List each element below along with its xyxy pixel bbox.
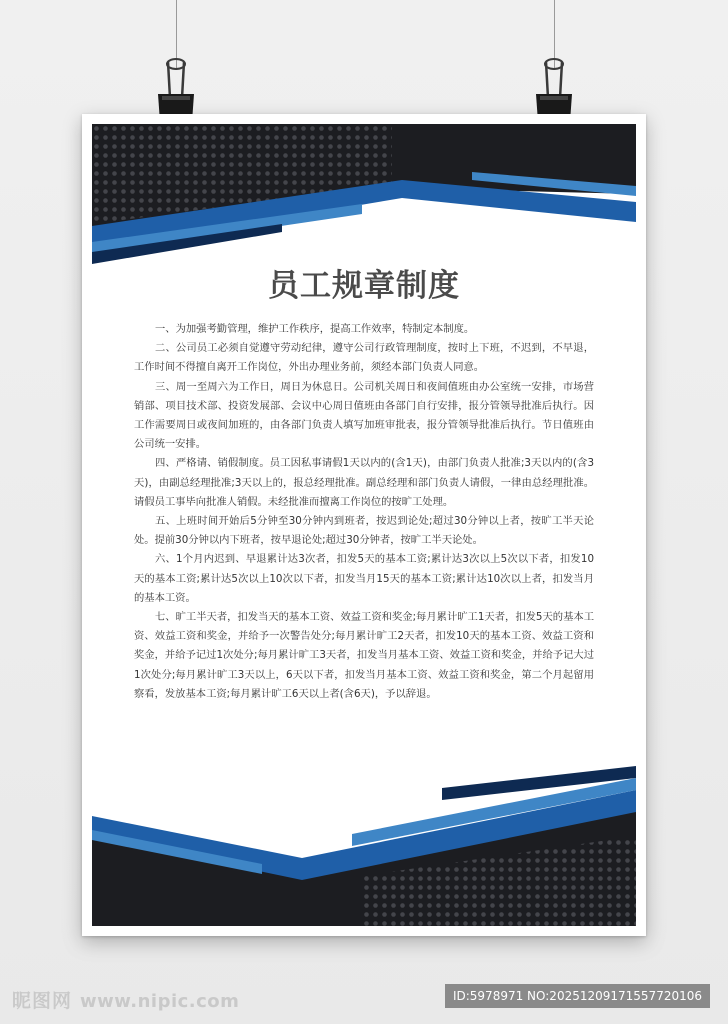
regulation-paragraph-2: 二、公司员工必须自觉遵守劳动纪律，遵守公司行政管理制度，按时上下班，不迟到，不早退，工作时间不得擅自离开工作岗位，外出办理业务前，须经本部门负责人同意。 (134, 342, 594, 374)
watermark-id-badge: ID:5978971 NO:20251209171557720106 (445, 984, 710, 1008)
watermark-brand (12, 986, 239, 1013)
poster-footer-decoration (92, 766, 636, 926)
regulation-paragraph-7: 七、旷工半天者，扣发当天的基本工资、效益工资和奖金;每月累计旷工1天者，扣发5天的基本工资、效益工资和奖金，并给予一次警告处分;每月累计旷工2天者，扣发10天的基本工资、效益工资和奖金，并给予记过1次处分;每月累计旷工3天者，扣发当月基本工资、效益工资和奖金，并给予记大过1次处分;每月累计旷工3天以上，6天以下者，扣发当月基本工资、效益工资和奖金，第二个月起留用察看，发放基本工资;每月累计旷工6天以上者(含6天)，予以辞退。 (134, 611, 594, 700)
regulation-paragraph-6: 六、1个月内迟到、早退累计达3次者，扣发5天的基本工资;累计达3次以上5次以下者，扣发10天的基本工资;累计达5次以上10次以下者，扣发当月15天的基本工资;累计达10次以上者，扣发当月的基本工资。 (134, 553, 594, 604)
regulation-paragraph-1: 一、为加强考勤管理，维护工作秩序，提高工作效率，特制定本制度。 (155, 323, 475, 335)
regulation-paragraph-3: 三、周一至周六为工作日，周日为休息日。公司机关周日和夜间值班由办公室统一安排，市场营销部、项目技术部、投资发展部、会议中心周日值班由各部门自行安排，报分管领导批准后执行。因工作需要周日或夜间加班的，由各部门负责人填写加班审批表，报分管领导批准后执行。节日值班由公司统一安排。 (134, 380, 594, 451)
regulation-paragraph-4: 四、严格请、销假制度。员工因私事请假1天以内的(含1天)，由部门负责人批准;3天以内的(含3天)，由副总经理批准;3天以上的，报总经理批准。副总经理和部门负责人请假，一律由总经理批准。请假员工事毕向批准人销假。未经批准而擅离工作岗位的按旷工处理。 (134, 457, 594, 508)
regulations-body (134, 320, 594, 704)
watermark-url: www.nipic.com (80, 991, 240, 1012)
binder-clip-right-icon (534, 58, 574, 122)
binder-clip-left-icon (156, 58, 196, 122)
poster-content (92, 124, 636, 926)
poster (82, 114, 646, 936)
page-title: 员工规章制度 (268, 268, 460, 304)
watermark-brand-name: 昵图网 (12, 990, 73, 1012)
poster-header-decoration (92, 124, 636, 274)
watermark-footer (0, 980, 728, 1020)
regulation-paragraph-5: 五、上班时间开始后5分钟至30分钟内到班者，按迟到论处;超过30分钟以上者，按旷工半天论处。提前30分钟以内下班者，按早退论处;超过30分钟者，按旷工半天论处。 (134, 515, 594, 547)
